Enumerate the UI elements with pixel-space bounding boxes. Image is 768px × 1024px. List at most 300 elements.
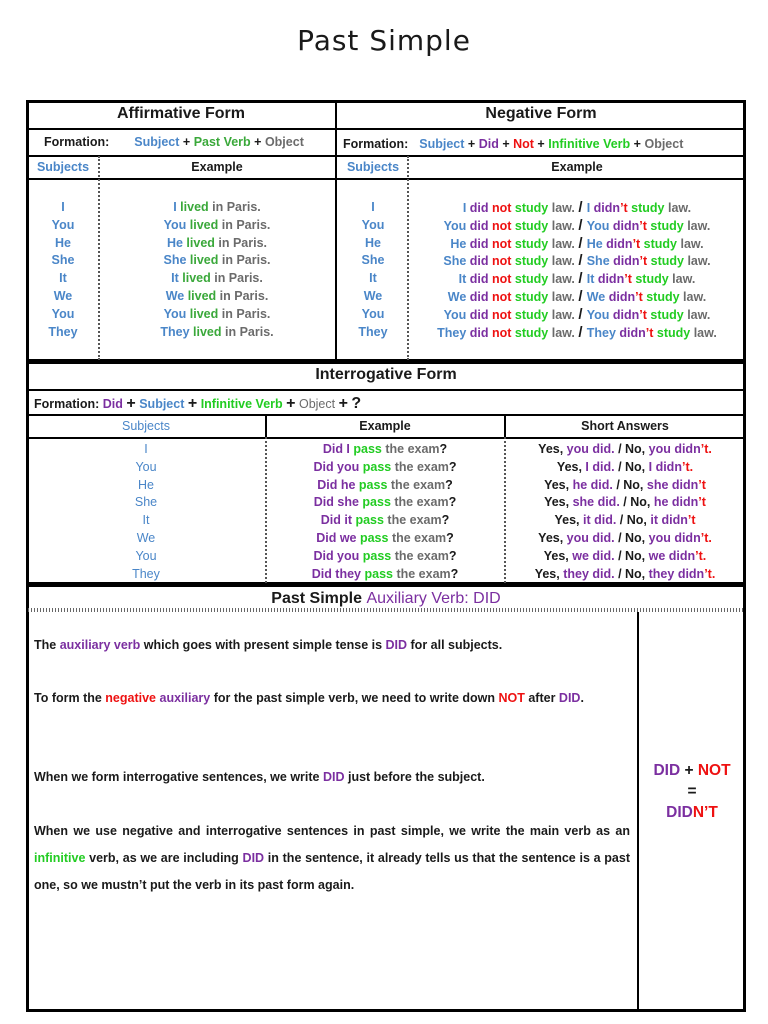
formation-infinitive: Infinitive Verb (548, 137, 631, 151)
sentence-verb: study (646, 289, 684, 304)
formation-past-verb: Past Verb (193, 135, 251, 149)
interrogative-subjects-header: Subjects (122, 419, 170, 433)
example-question (267, 530, 503, 548)
sentence-object: law. (551, 325, 579, 340)
paragraph-segment: When we form interrogative sentences, we write (34, 770, 323, 784)
formation-plus: + (338, 395, 348, 412)
example-sentence (410, 217, 744, 235)
question-mark: ? (439, 442, 448, 456)
sentence-subject: You (163, 306, 190, 321)
subject-item: He (365, 235, 381, 250)
question-object: the exam (394, 495, 449, 510)
formation-subject: Subject (134, 135, 180, 149)
formation-question-mark: ? (351, 395, 362, 412)
paragraph-segment: DID (322, 770, 345, 784)
subject-item: I (144, 442, 148, 456)
sentence-separator: / (578, 252, 587, 270)
equation-did: DID (653, 762, 681, 779)
example-sentence (100, 217, 334, 235)
question-verb: pass (364, 566, 397, 581)
sentence-subject: We (165, 288, 188, 303)
sentence-object: law. (687, 307, 711, 322)
sentence-object: law. (693, 325, 717, 340)
short-answer (506, 530, 744, 548)
question-object: the exam (387, 513, 442, 528)
paragraph-segment: in the sentence, it already tells us that the sentence is a past one, so we mustn’t put the verb in its past form again. (34, 851, 631, 892)
subject-item: We (136, 530, 156, 545)
int-rule-2 (26, 414, 746, 416)
formation-did: Did (478, 137, 499, 151)
negative-example-list (410, 199, 744, 341)
affirmative-example-header: Example (191, 160, 243, 174)
answer-no: No, (625, 548, 649, 563)
question-did: Did (316, 530, 340, 545)
sentence-subject: She (443, 254, 470, 269)
short-answer (506, 548, 744, 566)
affirmative-subject-list (28, 199, 98, 341)
sentence-object: in Paris. (218, 235, 268, 250)
paragraph-segment: When we use negative and interrogative sentences in past simple, we write the main verb as an (34, 824, 630, 838)
sentence-not: not (492, 236, 515, 251)
sentence-not: not (492, 201, 515, 215)
answer-subject: she (572, 495, 598, 510)
question-subject: we (339, 530, 360, 545)
page-title: Past Simple (297, 24, 471, 57)
question-mark: ? (446, 530, 454, 545)
sentence-nt: ’t (620, 201, 632, 215)
answer-subject: she (646, 477, 672, 492)
formation-did: Did (102, 397, 123, 411)
subject-item: I (61, 200, 65, 214)
sentence-subject: We (586, 289, 609, 304)
short-answer (506, 441, 744, 459)
question-verb: pass (362, 548, 395, 563)
sentence-verb: lived (180, 200, 213, 214)
formation-label: Formation: (44, 135, 110, 149)
answer-yes: Yes, (538, 442, 567, 456)
question-subject: he (340, 477, 359, 492)
paragraph-segment: auxiliary (159, 691, 211, 705)
answer-did: did. (592, 459, 615, 474)
formation-plus: + (633, 137, 641, 151)
subject-item: She (134, 495, 158, 510)
subject-item: It (59, 271, 67, 286)
sentence-not: not (492, 289, 515, 304)
interrogative-example-header: Example (359, 419, 411, 433)
interrogative-short-answers-header: Short Answers (581, 419, 669, 433)
sentence-verb: study (514, 272, 552, 287)
subject-item: She (51, 253, 75, 268)
formation-infinitive: Infinitive Verb (200, 397, 283, 411)
answer-nt: ’t (698, 495, 706, 510)
question-verb: pass (359, 530, 392, 545)
answer-separator: / (612, 477, 624, 492)
example-question (267, 566, 503, 584)
subject-item: He (55, 235, 71, 250)
sentence-verb: study (656, 325, 694, 340)
question-object: the exam (391, 530, 447, 545)
sentence-did: did (469, 325, 492, 340)
sentence-subject: He (586, 236, 607, 251)
formation-subject: Subject (139, 397, 185, 411)
answer-no: No, (630, 495, 654, 510)
answer-no: No, (626, 513, 651, 528)
sentence-object: law. (687, 218, 711, 233)
sentence-didn: didn (608, 289, 636, 304)
sentence-did: did (469, 201, 492, 215)
question-verb: pass (362, 459, 395, 474)
sentence-subject: You (443, 218, 470, 233)
sentence-object: in Paris. (224, 324, 274, 339)
paragraph-segment: DID (385, 638, 408, 652)
answer-nt: ’t. (704, 566, 716, 581)
question-mark: ? (445, 477, 453, 492)
sentence-didn: didn (613, 254, 640, 269)
answer-no: No, (625, 442, 649, 456)
sentence-object: law. (683, 289, 707, 304)
sentence-object: law. (551, 289, 579, 304)
sentence-verb: study (514, 325, 552, 340)
question-object: the exam (394, 548, 449, 563)
answer-did: did. (592, 566, 615, 581)
sentence-verb: study (514, 289, 552, 304)
subject-item: It (369, 271, 377, 286)
sentence-verb: study (514, 201, 552, 215)
sentence-subject: He (166, 235, 187, 250)
sentence-nt: ’t (624, 272, 636, 287)
example-sentence (100, 199, 334, 217)
formation-plus: + (502, 137, 510, 151)
sentence-verb: study (635, 272, 673, 287)
equation-did-contracted: DID (666, 804, 693, 821)
negative-subjects-header: Subjects (346, 160, 400, 174)
sentence-separator: / (578, 287, 587, 305)
subject-item: I (371, 200, 375, 214)
example-question (267, 494, 503, 512)
sentence-verb: lived (187, 288, 220, 303)
affirmative-example-list (100, 199, 334, 341)
question-did: Did (313, 495, 338, 510)
negative-formation (343, 137, 683, 151)
question-object: the exam (385, 442, 440, 456)
sentence-subject: It (171, 271, 183, 286)
sentence-didn: didn (593, 201, 621, 215)
example-sentence (100, 252, 334, 270)
example-question (267, 548, 503, 566)
example-sentence (410, 306, 744, 324)
sentence-object: in Paris. (221, 253, 271, 268)
paragraph-segment: which goes with present simple tense is (140, 638, 386, 652)
answer-no: No, (625, 530, 649, 545)
answer-did: did. (590, 477, 613, 492)
answer-separator: / (614, 530, 626, 545)
interrogative-answer-list (506, 441, 744, 583)
paragraph-segment: verb, as we are including (85, 851, 243, 865)
question-verb: pass (353, 442, 386, 456)
interrogative-header: Interrogative Form (315, 366, 457, 383)
question-subject: they (335, 566, 365, 581)
auxiliary-paragraph-3 (34, 764, 630, 791)
int-rule-1 (26, 389, 746, 391)
answer-nt: ’t (698, 477, 706, 492)
answer-nt: ’t. (700, 530, 712, 545)
question-subject: it (344, 513, 356, 528)
formation-plus: + (286, 395, 296, 412)
sentence-nt: ’t (639, 254, 651, 269)
answer-yes: Yes, (554, 513, 583, 528)
formation-object: Object (298, 397, 336, 411)
question-subject: she (337, 495, 363, 510)
equation-not: NOT (697, 762, 731, 779)
answer-yes: Yes, (544, 477, 573, 492)
negative-subject-list (338, 199, 408, 341)
sentence-not: not (492, 272, 515, 287)
auxiliary-paragraph-1 (34, 632, 630, 659)
sentence-subject: They (586, 325, 620, 340)
sentence-object: law. (551, 236, 579, 251)
sentence-object: in Paris. (212, 200, 261, 214)
question-subject: you (337, 459, 363, 474)
question-did: Did (311, 566, 336, 581)
auxiliary-paragraph-4 (34, 818, 630, 899)
example-sentence (410, 199, 744, 217)
auxiliary-paragraph-2 (34, 685, 630, 712)
sentence-subject: You (443, 307, 470, 322)
sentence-not: not (492, 325, 515, 340)
example-sentence (100, 270, 334, 288)
question-did: Did (317, 477, 341, 492)
short-answer (506, 459, 744, 477)
interrogative-formation (34, 395, 361, 413)
paragraph-segment: after (524, 691, 559, 705)
paragraph-segment: auxiliary verb (59, 638, 141, 652)
formation-plus: + (254, 135, 262, 149)
question-did: Did (313, 548, 338, 563)
affirmative-header: Affirmative Form (116, 105, 246, 122)
example-question (267, 459, 503, 477)
sentence-nt: ’t (639, 307, 651, 322)
paragraph-segment: The (34, 638, 60, 652)
sentence-subject: He (450, 236, 470, 251)
subject-item: She (361, 253, 385, 268)
question-verb: pass (362, 495, 395, 510)
negative-header: Negative Form (485, 105, 597, 122)
sentence-subject: We (447, 289, 470, 304)
formation-plus: + (187, 395, 198, 412)
int-rule-3 (26, 437, 746, 439)
affirmative-subjects-header: Subjects (36, 160, 90, 174)
short-answer (506, 494, 744, 512)
sentence-verb: study (514, 254, 552, 269)
subject-item: We (363, 288, 383, 303)
did-not-equation (640, 760, 744, 823)
formation-plus: + (537, 137, 545, 151)
question-object: the exam (394, 459, 449, 474)
sentence-subject: It (458, 272, 470, 287)
sentence-object: law. (551, 218, 579, 233)
subject-item: You (135, 459, 157, 474)
answer-no: No, (625, 459, 649, 474)
sentence-subject: You (586, 307, 613, 322)
answer-yes: Yes, (544, 495, 573, 510)
sentence-not: not (492, 218, 515, 233)
equation-equals: = (687, 783, 697, 800)
sentence-verb: lived (189, 217, 222, 232)
equation-plus: + (684, 762, 694, 779)
example-sentence (410, 235, 744, 253)
sentence-subject: They (437, 325, 470, 340)
formation-plus: + (182, 135, 191, 149)
paragraph-segment: NOT (498, 691, 525, 705)
example-sentence (100, 288, 334, 306)
answer-subject: they (648, 566, 678, 581)
answer-did: did. (594, 513, 617, 528)
sentence-object: law. (551, 307, 579, 322)
subject-item: You (361, 306, 385, 321)
sentence-subject: She (586, 254, 614, 269)
sentence-subject: She (163, 253, 190, 268)
paragraph-segment: DID (242, 851, 265, 865)
answer-didn: didn (674, 530, 701, 545)
answer-subject: you (648, 442, 675, 456)
sentence-nt: ’t (639, 218, 651, 233)
sentence-object: law. (687, 254, 711, 269)
answer-separator: / (614, 548, 626, 563)
question-did: Did (320, 513, 345, 528)
sentence-verb: study (643, 236, 681, 251)
sentence-object: in Paris. (221, 217, 271, 232)
sentence-object: in Paris. (221, 306, 271, 321)
question-mark: ? (450, 566, 459, 581)
answer-nt: ’t. (700, 442, 712, 456)
auxiliary-header (28, 590, 744, 608)
answer-separator: / (614, 442, 626, 456)
sentence-didn: didn (597, 272, 625, 287)
sentence-verb: study (514, 307, 552, 322)
answer-did: did. (592, 442, 615, 456)
answer-subject: they (563, 566, 593, 581)
example-sentence (410, 252, 744, 270)
sentence-verb: lived (182, 271, 215, 286)
answer-subject: I (585, 459, 593, 474)
paragraph-segment: negative (105, 691, 157, 705)
sentence-separator: / (578, 305, 587, 323)
question-mark: ? (448, 548, 457, 563)
sentence-verb: study (514, 236, 552, 251)
sentence-nt: ’t (645, 325, 657, 340)
answer-yes: Yes, (543, 548, 573, 563)
example-question (267, 512, 503, 530)
question-subject: I (346, 442, 354, 456)
question-mark: ? (441, 513, 450, 528)
answer-yes: Yes, (556, 459, 586, 474)
question-mark: ? (448, 495, 457, 510)
sentence-verb: study (514, 218, 552, 233)
answer-subject: you (648, 530, 675, 545)
answer-yes: Yes, (534, 566, 564, 581)
sentence-object: law. (672, 272, 696, 287)
subject-item: They (132, 566, 160, 581)
sentence-object: law. (551, 272, 579, 287)
subject-item: You (51, 306, 75, 321)
paragraph-segment: To form the (34, 691, 106, 705)
answer-subject: you (566, 530, 593, 545)
answer-didn: didn (668, 548, 696, 563)
top-divider (335, 100, 337, 362)
interrogative-subject-list (28, 441, 264, 583)
answer-didn: didn (671, 495, 699, 510)
sentence-verb: lived (189, 306, 222, 321)
paragraph-segment: for all subjects. (407, 638, 503, 652)
subject-item: We (53, 288, 73, 303)
answer-didn: didn (671, 477, 699, 492)
auxiliary-header-main: Past Simple (271, 590, 362, 607)
answer-didn: didn (655, 459, 682, 474)
sentence-separator: / (578, 234, 587, 252)
question-subject: you (337, 548, 363, 563)
example-sentence (410, 324, 744, 342)
subject-item: They (48, 324, 78, 339)
top-rule-1 (26, 128, 746, 130)
sentence-verb: study (650, 254, 688, 269)
answer-didn: didn (677, 566, 705, 581)
answer-subject: it (583, 513, 595, 528)
question-object: the exam (396, 566, 451, 581)
sentence-nt: ’t (632, 236, 644, 251)
answer-separator: / (616, 513, 627, 528)
example-sentence (100, 324, 334, 342)
sentence-did: did (469, 272, 492, 287)
top-rule-3 (26, 178, 746, 180)
sentence-did: did (469, 218, 492, 233)
sentence-subject: I (173, 200, 181, 214)
subject-item: You (51, 217, 75, 232)
answer-subject: I (648, 459, 656, 474)
sentence-subject: I (462, 201, 470, 215)
answer-nt: ’t. (695, 548, 707, 563)
paragraph-segment: for the past simple verb, we need to write down (210, 691, 499, 705)
formation-object: Object (644, 137, 684, 151)
sentence-verb: study (650, 307, 688, 322)
sentence-object: law. (667, 201, 692, 215)
answer-didn: didn (674, 442, 701, 456)
question-mark: ? (448, 459, 457, 474)
sentence-verb: lived (186, 235, 219, 250)
example-sentence (410, 288, 744, 306)
paragraph-segment: infinitive (34, 851, 86, 865)
formation-label: Formation: (343, 137, 409, 151)
subject-item: It (142, 513, 150, 528)
sentence-subject: They (160, 324, 194, 339)
auxiliary-header-accent: Auxiliary Verb: DID (366, 590, 501, 607)
example-sentence (410, 270, 744, 288)
answer-subject: he (572, 477, 591, 492)
sentence-object: law. (551, 254, 579, 269)
interrogative-example-list (267, 441, 503, 583)
sentence-subject: I (586, 201, 594, 215)
question-verb: pass (355, 513, 388, 528)
top-rule-2 (26, 155, 746, 157)
sentence-verb: lived (189, 253, 222, 268)
example-question (267, 441, 503, 459)
question-verb: pass (358, 477, 391, 492)
answer-separator: / (619, 495, 631, 510)
sentence-object: in Paris. (219, 288, 269, 303)
sentence-didn: didn (612, 307, 640, 322)
answer-subject: you (566, 442, 593, 456)
subject-item: You (361, 217, 385, 232)
sentence-subject: You (163, 217, 190, 232)
